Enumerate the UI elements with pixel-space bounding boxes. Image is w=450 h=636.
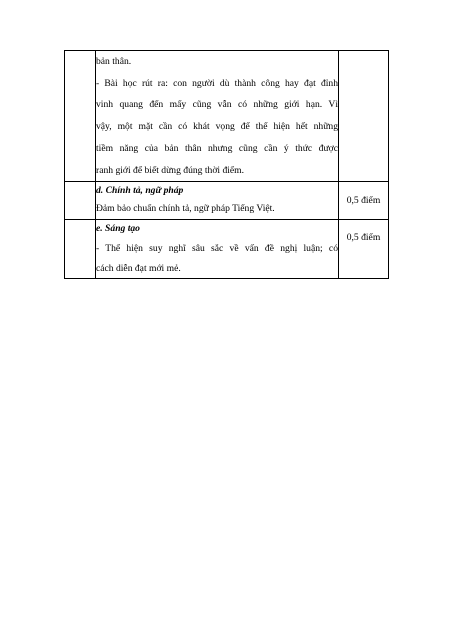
score-value: 0,5 điểm <box>346 232 381 244</box>
content-line: bản thân. <box>96 56 132 67</box>
table-row-creativity <box>65 220 389 279</box>
content-line: cách diễn đạt mới mẻ. <box>96 262 181 274</box>
section-heading: e. Sáng tạo <box>96 223 140 235</box>
criteria-cell <box>65 220 96 279</box>
content-line: Đảm bảo chuẩn chính tả, ngữ pháp Tiếng Việt. <box>96 203 275 215</box>
content-line: - Thể hiện suy nghĩ sâu sắc về vấn đề nghị luận; có <box>96 243 338 255</box>
table-row-content <box>65 51 389 182</box>
criteria-cell <box>65 182 96 220</box>
content-line: - Bài học rút ra: con người dù thành công hay đạt đỉnh <box>96 77 338 89</box>
content-line: vinh quang đến mấy cũng vẫn có những giới hạn. Vì <box>96 99 338 111</box>
table-row-spelling <box>65 182 389 220</box>
score-cell <box>339 51 389 182</box>
section-heading: d. Chính tả, ngữ pháp <box>96 185 184 197</box>
content-line: vậy, một mặt cần có khát vọng để thể hiện hết những <box>96 121 338 133</box>
grading-table <box>64 50 389 279</box>
criteria-cell <box>65 51 96 182</box>
score-value: 0,5 điểm <box>346 195 381 207</box>
content-cell <box>96 51 339 182</box>
content-cell <box>96 182 339 220</box>
score-cell <box>339 182 389 220</box>
content-line: ranh giới để biết dừng đúng thời điểm. <box>96 164 245 176</box>
content-cell <box>96 220 339 279</box>
content-line: tiềm năng của bản thân nhưng cũng cần ý thức được <box>96 142 338 154</box>
score-cell <box>339 220 389 279</box>
